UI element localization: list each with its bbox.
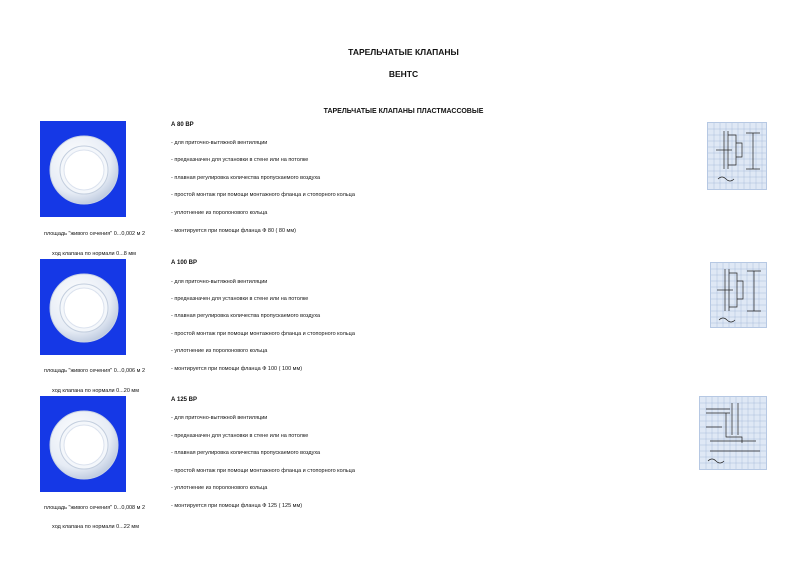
feature-item: - монтируется при помощи фланца Ф 100 ( 100 мм) <box>171 366 303 372</box>
free-area-spec: площадь "живого сечения" 0...0,006 м 2 <box>44 368 146 374</box>
feature-item: - уплотнение из поролонового кольца <box>171 485 268 491</box>
feature-item: - предназначен для установки в стене или на потолке <box>171 296 309 302</box>
technical-drawing-a80 <box>707 122 767 190</box>
valve-stroke-spec: ход клапана по нормали 0...20 мм <box>52 388 139 394</box>
feature-item: - плавная регулировка количества пропускаемого воздуха <box>171 313 321 319</box>
feature-item: - простой монтаж при помощи монтажного фланца и стопорного кольца <box>171 468 355 474</box>
free-area-spec: площадь "живого сечения" 0...0,008 м 2 <box>44 505 146 511</box>
feature-item: - для приточно-вытяжной вентиляции <box>171 140 268 146</box>
valve-photo-a125 <box>40 396 126 492</box>
feature-item: - предназначен для установки в стене или на потолке <box>171 157 309 163</box>
page-title: ТАРЕЛЬЧАТЫЕ КЛАПАНЫ <box>348 47 459 57</box>
free-area-spec: площадь "живого сечения" 0...0,002 м 2 <box>44 231 146 237</box>
feature-item: - плавная регулировка количества пропускаемого воздуха <box>171 175 321 181</box>
feature-item: - уплотнение из поролонового кольца <box>171 210 268 216</box>
technical-drawing-a100 <box>710 262 767 328</box>
valve-stroke-spec: ход клапана по нормали 0...8 мм <box>52 251 136 257</box>
feature-item: - плавная регулировка количества пропускаемого воздуха <box>171 450 321 456</box>
technical-drawing-a125 <box>699 396 767 470</box>
feature-item: - предназначен для установки в стене или на потолке <box>171 433 309 439</box>
valve-stroke-spec: ход клапана по нормали 0...22 мм <box>52 524 139 530</box>
brand-name: ВЕНТС <box>388 69 419 79</box>
feature-item: - для приточно-вытяжной вентиляции <box>171 415 268 421</box>
feature-item: - простой монтаж при помощи монтажного фланца и стопорного кольца <box>171 331 355 337</box>
valve-photo-a80 <box>40 121 126 217</box>
model-name: А 100 ВР <box>171 260 198 266</box>
feature-item: - монтируется при помощи фланца Ф 80 ( 80 мм) <box>171 228 296 234</box>
model-name: А 125 ВР <box>171 397 198 403</box>
feature-item: - монтируется при помощи фланца Ф 125 ( 125 мм) <box>171 503 303 509</box>
model-name: А 80 ВР <box>171 122 194 128</box>
feature-item: - простой монтаж при помощи монтажного фланца и стопорного кольца <box>171 192 355 198</box>
feature-item: - для приточно-вытяжной вентиляции <box>171 279 268 285</box>
section-title: ТАРЕЛЬЧАТЫЕ КЛАПАНЫ ПЛАСТМАССОВЫЕ <box>323 108 484 115</box>
feature-item: - уплотнение из поролонового кольца <box>171 348 268 354</box>
valve-photo-a100 <box>40 259 126 355</box>
